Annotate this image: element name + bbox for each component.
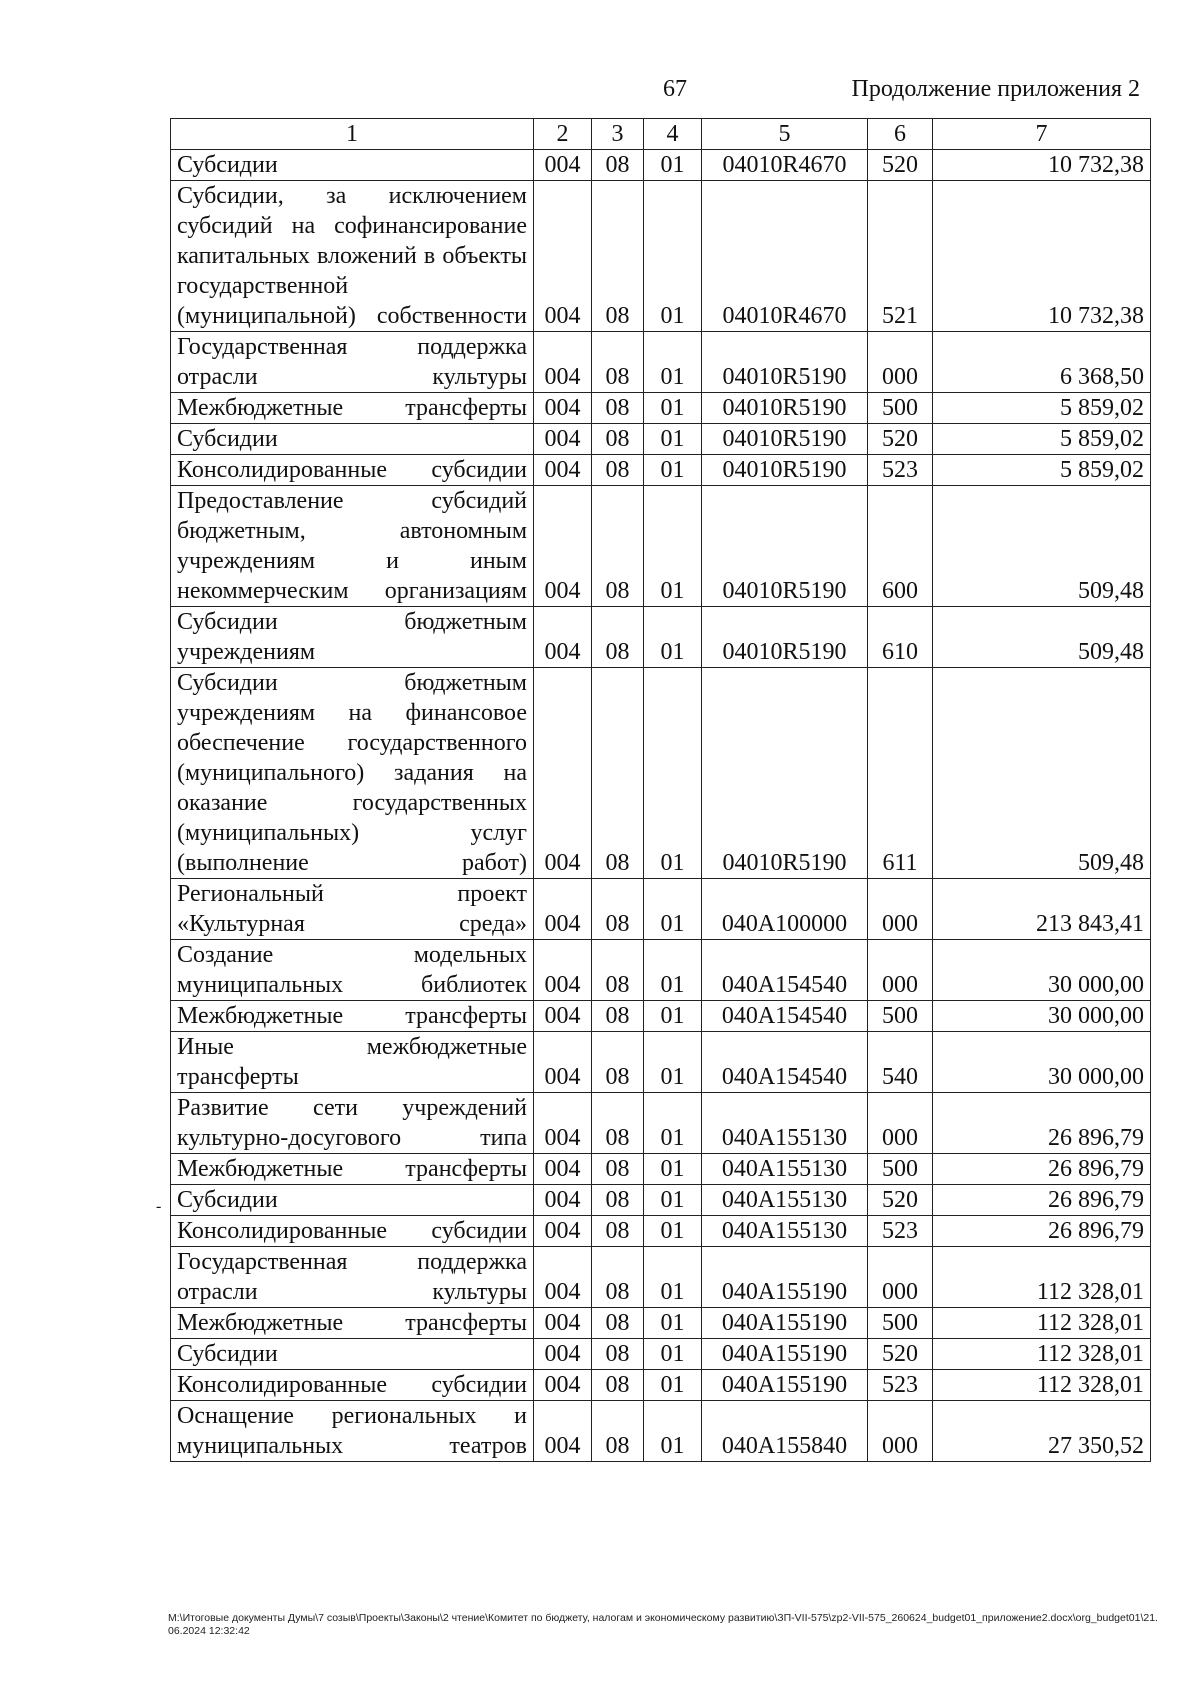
- budget-table: [170, 118, 1151, 1462]
- row-code: 08: [592, 1308, 644, 1339]
- row-name: Государственная поддержка отрасли культуры: [171, 1247, 534, 1308]
- table-row: [171, 607, 1151, 668]
- row-code: 08: [592, 1247, 644, 1308]
- row-code: 08: [592, 455, 644, 486]
- row-code: 500: [868, 1154, 933, 1185]
- row-code: 000: [868, 332, 933, 393]
- row-code: 611: [868, 668, 933, 879]
- table-row: [171, 455, 1151, 486]
- row-code: 521: [868, 181, 933, 332]
- row-name: Субсидии: [171, 1185, 534, 1216]
- row-code: 08: [592, 1401, 644, 1462]
- table-row: [171, 940, 1151, 1001]
- table-row: [171, 1370, 1151, 1401]
- row-name: Государственная поддержка отрасли культуры: [171, 332, 534, 393]
- row-amount: 26 896,79: [933, 1154, 1151, 1185]
- row-amount: 112 328,01: [933, 1370, 1151, 1401]
- row-code: 500: [868, 1308, 933, 1339]
- table-row: [171, 1247, 1151, 1308]
- row-code: 01: [644, 1154, 702, 1185]
- row-amount: 112 328,01: [933, 1339, 1151, 1370]
- row-code: 01: [644, 607, 702, 668]
- row-amount: 5 859,02: [933, 455, 1151, 486]
- row-amount: 10 732,38: [933, 181, 1151, 332]
- row-code: 520: [868, 1339, 933, 1370]
- row-code: 08: [592, 1001, 644, 1032]
- row-code: 01: [644, 1339, 702, 1370]
- row-code: 004: [534, 486, 592, 607]
- row-code: 040A100000: [702, 879, 868, 940]
- row-code: 004: [534, 1401, 592, 1462]
- row-code: 004: [534, 1185, 592, 1216]
- row-amount: 112 328,01: [933, 1247, 1151, 1308]
- row-name: Межбюджетные трансферты: [171, 1154, 534, 1185]
- row-code: 004: [534, 424, 592, 455]
- row-code: 004: [534, 393, 592, 424]
- row-code: 610: [868, 607, 933, 668]
- row-code: 004: [534, 668, 592, 879]
- row-code: 01: [644, 1401, 702, 1462]
- document-path-footer: M:\Итоговые документы Думы\7 созыв\Проекты\Законы\2 чтение\Комитет по бюджету, налогам и экономическому развитию\ЗП-VII-575\zp2-VII-575_260624_budget01_приложение2.docx\org_budget01\21.06.2024 12:32:42: [168, 1612, 1158, 1637]
- row-code: 040A155190: [702, 1339, 868, 1370]
- row-amount: 26 896,79: [933, 1093, 1151, 1154]
- row-code: 004: [534, 1001, 592, 1032]
- row-code: 08: [592, 1370, 644, 1401]
- row-amount: 30 000,00: [933, 1032, 1151, 1093]
- row-name: Субсидии, за исключением субсидий на софинансирование капитальных вложений в объекты государственной (муниципальной) собственности: [171, 181, 534, 332]
- row-amount: 26 896,79: [933, 1185, 1151, 1216]
- row-code: 01: [644, 332, 702, 393]
- row-name: Субсидии: [171, 424, 534, 455]
- row-code: 01: [644, 1001, 702, 1032]
- row-code: 040A155190: [702, 1247, 868, 1308]
- row-code: 08: [592, 1032, 644, 1093]
- row-code: 004: [534, 455, 592, 486]
- row-code: 01: [644, 1247, 702, 1308]
- row-code: 500: [868, 1001, 933, 1032]
- row-code: 04010R5190: [702, 424, 868, 455]
- row-code: 523: [868, 1216, 933, 1247]
- row-code: 01: [644, 1185, 702, 1216]
- continuation-label: Продолжение приложения 2: [851, 76, 1140, 102]
- row-amount: 30 000,00: [933, 940, 1151, 1001]
- row-code: 000: [868, 1093, 933, 1154]
- row-code: 004: [534, 1308, 592, 1339]
- row-code: 01: [644, 486, 702, 607]
- row-code: 01: [644, 393, 702, 424]
- row-code: 600: [868, 486, 933, 607]
- row-code: 08: [592, 393, 644, 424]
- row-code: 01: [644, 455, 702, 486]
- row-code: 000: [868, 1247, 933, 1308]
- row-name: Консолидированные субсидии: [171, 1370, 534, 1401]
- row-code: 01: [644, 668, 702, 879]
- row-code: 08: [592, 486, 644, 607]
- row-name: Оснащение региональных и муниципальных театров: [171, 1401, 534, 1462]
- row-code: 004: [534, 879, 592, 940]
- row-code: 04010R5190: [702, 332, 868, 393]
- row-code: 004: [534, 1370, 592, 1401]
- row-code: 08: [592, 668, 644, 879]
- row-code: 08: [592, 150, 644, 181]
- margin-mark: -: [156, 1198, 162, 1215]
- table-row: [171, 393, 1151, 424]
- row-code: 08: [592, 940, 644, 1001]
- table-body: [171, 150, 1151, 1462]
- row-code: 01: [644, 424, 702, 455]
- table-row: [171, 424, 1151, 455]
- table-row: [171, 1154, 1151, 1185]
- row-code: 08: [592, 1154, 644, 1185]
- row-amount: 213 843,41: [933, 879, 1151, 940]
- row-name: Региональный проект «Культурная среда»: [171, 879, 534, 940]
- column-header: 6: [868, 119, 933, 150]
- row-code: 523: [868, 1370, 933, 1401]
- row-code: 040A155130: [702, 1093, 868, 1154]
- row-amount: 10 732,38: [933, 150, 1151, 181]
- row-code: 08: [592, 1216, 644, 1247]
- row-code: 004: [534, 181, 592, 332]
- row-code: 040A155190: [702, 1308, 868, 1339]
- row-code: 08: [592, 1339, 644, 1370]
- row-name: Развитие сети учреждений культурно-досугового типа: [171, 1093, 534, 1154]
- table-row: [171, 1216, 1151, 1247]
- column-header: 2: [534, 119, 592, 150]
- table-row: [171, 1032, 1151, 1093]
- row-code: 520: [868, 1185, 933, 1216]
- column-header: 7: [933, 119, 1151, 150]
- table-row: [171, 332, 1151, 393]
- table-row: [171, 486, 1151, 607]
- row-code: 004: [534, 332, 592, 393]
- row-code: 08: [592, 1185, 644, 1216]
- row-name: Межбюджетные трансферты: [171, 1308, 534, 1339]
- row-code: 08: [592, 607, 644, 668]
- row-amount: 30 000,00: [933, 1001, 1151, 1032]
- page-number: 67: [663, 76, 687, 102]
- row-code: 01: [644, 1308, 702, 1339]
- row-code: 040A155840: [702, 1401, 868, 1462]
- row-code: 04010R5190: [702, 393, 868, 424]
- row-name: Субсидии бюджетным учреждениям: [171, 607, 534, 668]
- row-code: 01: [644, 1032, 702, 1093]
- row-code: 000: [868, 940, 933, 1001]
- row-code: 040A155130: [702, 1216, 868, 1247]
- row-code: 004: [534, 1093, 592, 1154]
- header-row: [171, 119, 1151, 150]
- row-code: 01: [644, 181, 702, 332]
- row-amount: 509,48: [933, 607, 1151, 668]
- row-name: Субсидии: [171, 150, 534, 181]
- row-code: 01: [644, 1370, 702, 1401]
- table-row: [171, 1339, 1151, 1370]
- row-code: 08: [592, 332, 644, 393]
- row-code: 04010R4670: [702, 150, 868, 181]
- row-code: 01: [644, 879, 702, 940]
- column-header: 5: [702, 119, 868, 150]
- column-header: 3: [592, 119, 644, 150]
- row-name: Создание модельных муниципальных библиотек: [171, 940, 534, 1001]
- row-code: 523: [868, 455, 933, 486]
- row-code: 040A154540: [702, 1001, 868, 1032]
- row-amount: 509,48: [933, 668, 1151, 879]
- row-amount: 112 328,01: [933, 1308, 1151, 1339]
- row-amount: 5 859,02: [933, 393, 1151, 424]
- row-code: 04010R4670: [702, 181, 868, 332]
- row-code: 01: [644, 1093, 702, 1154]
- row-code: 004: [534, 1032, 592, 1093]
- row-name: Консолидированные субсидии: [171, 1216, 534, 1247]
- table-row: [171, 1185, 1151, 1216]
- table-row: [171, 150, 1151, 181]
- table-row: [171, 879, 1151, 940]
- row-code: 004: [534, 1154, 592, 1185]
- row-amount: 5 859,02: [933, 424, 1151, 455]
- row-code: 040A155190: [702, 1370, 868, 1401]
- row-amount: 27 350,52: [933, 1401, 1151, 1462]
- row-code: 004: [534, 940, 592, 1001]
- row-code: 004: [534, 1216, 592, 1247]
- row-code: 01: [644, 1216, 702, 1247]
- row-code: 040A154540: [702, 940, 868, 1001]
- row-code: 01: [644, 940, 702, 1001]
- row-name: Предоставление субсидий бюджетным, автономным учреждениям и иным некоммерческим организациям: [171, 486, 534, 607]
- row-code: 500: [868, 393, 933, 424]
- row-code: 540: [868, 1032, 933, 1093]
- row-name: Иные межбюджетные трансферты: [171, 1032, 534, 1093]
- table-row: [171, 1093, 1151, 1154]
- row-name: Субсидии бюджетным учреждениям на финансовое обеспечение государственного (муниципального) задания на оказание государственных (муниципальных) услуг (выполнение работ): [171, 668, 534, 879]
- row-code: 040A154540: [702, 1032, 868, 1093]
- row-code: 004: [534, 1339, 592, 1370]
- row-code: 08: [592, 181, 644, 332]
- row-code: 520: [868, 150, 933, 181]
- column-header: 1: [171, 119, 534, 150]
- row-code: 04010R5190: [702, 455, 868, 486]
- table-row: [171, 1401, 1151, 1462]
- row-amount: 26 896,79: [933, 1216, 1151, 1247]
- row-code: 004: [534, 607, 592, 668]
- row-code: 08: [592, 879, 644, 940]
- row-code: 08: [592, 424, 644, 455]
- row-code: 000: [868, 1401, 933, 1462]
- row-code: 04010R5190: [702, 668, 868, 879]
- row-name: Межбюджетные трансферты: [171, 1001, 534, 1032]
- row-code: 040A155130: [702, 1185, 868, 1216]
- row-code: 04010R5190: [702, 486, 868, 607]
- table-row: [171, 1001, 1151, 1032]
- row-code: 004: [534, 1247, 592, 1308]
- column-header: 4: [644, 119, 702, 150]
- row-code: 520: [868, 424, 933, 455]
- row-code: 04010R5190: [702, 607, 868, 668]
- row-name: Субсидии: [171, 1339, 534, 1370]
- row-code: 004: [534, 150, 592, 181]
- row-code: 01: [644, 150, 702, 181]
- table-row: [171, 181, 1151, 332]
- row-code: 000: [868, 879, 933, 940]
- table-row: [171, 1308, 1151, 1339]
- row-name: Межбюджетные трансферты: [171, 393, 534, 424]
- table-row: [171, 668, 1151, 879]
- row-amount: 509,48: [933, 486, 1151, 607]
- row-amount: 6 368,50: [933, 332, 1151, 393]
- row-code: 040A155130: [702, 1154, 868, 1185]
- row-name: Консолидированные субсидии: [171, 455, 534, 486]
- row-code: 08: [592, 1093, 644, 1154]
